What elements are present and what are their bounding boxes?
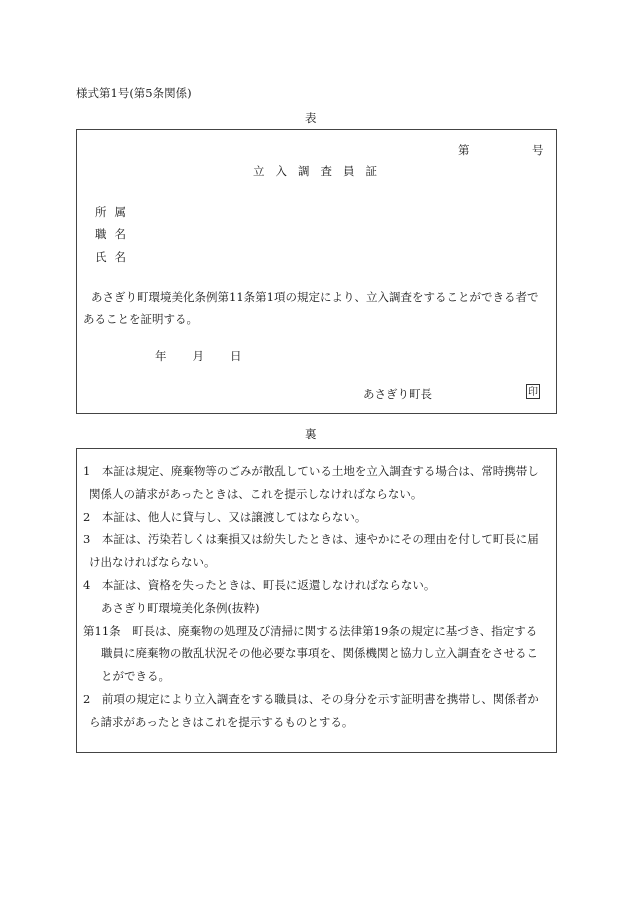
back-line: 2 本証は、他人に貸与し、又は譲渡してはならない。 (83, 509, 367, 524)
front-side-label: 表 (305, 111, 317, 125)
certification-text-line1: あさぎり町環境美化条例第11条第1項の規定により、立入調査をすることができる者で (91, 290, 539, 304)
date-day-label: 日 (230, 349, 242, 363)
back-text-block (83, 460, 551, 734)
back-line: あさぎり町環境美化条例(抜粋) (101, 600, 260, 615)
number-prefix: 第 (458, 143, 470, 157)
issuer-name: あさぎり町長 (363, 387, 432, 401)
back-line: 第11条 町長は、廃棄物の処理及び清掃に関する法律第19条の規定に基づき、指定する (83, 623, 538, 638)
form-number-label: 様式第1号(第5条関係) (76, 86, 192, 100)
field-affiliation-label: 所属 (95, 205, 134, 219)
back-line: ら請求があったときはこれを提示するものとする。 (89, 714, 354, 729)
seal-stamp-icon: 印 (526, 384, 540, 399)
back-line: 3 本証は、汚染若しくは棄損又は紛失したときは、速やかにその理由を付して町長に届 (83, 532, 539, 547)
front-card (76, 129, 557, 414)
back-line: 4 本証は、資格を失ったときは、町長に返還しなければならない。 (83, 577, 436, 592)
field-position-label: 職名 (95, 227, 134, 241)
back-line: 1 本証は規定、廃棄物等のごみが散乱している土地を立入調査する場合は、常時携帯し (83, 464, 539, 478)
date-year-label: 年 (155, 349, 167, 363)
back-line: 職員に廃棄物の散乱状況その他必要な事項を、関係機関と協力し立入調査をさせるこ (101, 646, 538, 661)
back-line: 2 前項の規定により立入調査をする職員は、その身分を示す証明書を携帯し、関係者か (83, 691, 539, 706)
back-line: け出なければならない。 (89, 555, 216, 570)
back-line: 関係人の請求があったときは、これを提示しなければならない。 (89, 486, 423, 501)
field-name-label: 氏名 (95, 250, 134, 264)
number-suffix: 号 (532, 143, 544, 157)
back-line: とができる。 (101, 669, 170, 684)
card-title: 立入調査員証 (253, 164, 388, 178)
back-card (76, 448, 557, 753)
issue-date (155, 348, 242, 364)
back-side-label: 裏 (305, 427, 317, 441)
date-month-label: 月 (192, 349, 204, 363)
certification-text-line2: あることを証明する。 (83, 312, 198, 326)
